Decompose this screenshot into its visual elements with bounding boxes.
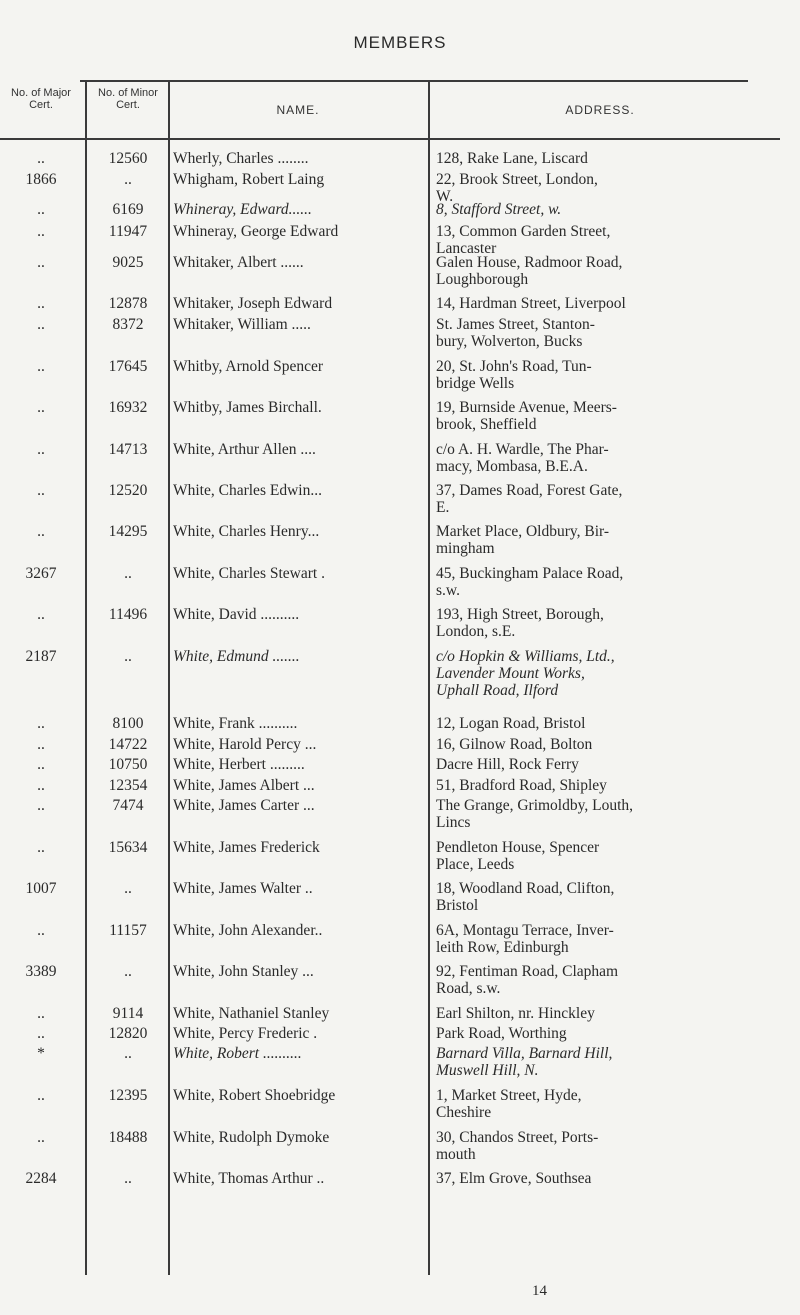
minor-cert-cell: ..: [124, 648, 132, 665]
member-name-cell: Whitaker, Albert ......: [173, 254, 304, 271]
address-cell: [436, 839, 766, 873]
member-name-cell: White, Frank ..........: [173, 715, 298, 732]
major-cert-cell: ..: [37, 482, 45, 499]
address-cell: [436, 295, 766, 312]
address-line: Pendleton House, Spencer: [436, 839, 600, 856]
major-cert-cell: ..: [37, 736, 45, 753]
address-line: St. James Street, Stanton-: [436, 316, 595, 333]
major-cert-cell: *: [37, 1045, 45, 1062]
member-name-cell: White, Thomas Arthur ..: [173, 1170, 325, 1187]
address-line: Earl Shilton, nr. Hinckley: [436, 1005, 595, 1022]
address-line: Loughborough: [436, 271, 529, 288]
address-cell: [436, 441, 766, 475]
address-line: London, s.E.: [436, 623, 516, 640]
major-cert-cell: ..: [37, 1005, 45, 1022]
address-cell: [436, 756, 766, 773]
address-cell: [436, 922, 766, 956]
address-cell: [436, 736, 766, 753]
member-name-cell: White, Robert ..........: [173, 1045, 302, 1062]
address-cell: [436, 648, 766, 699]
minor-cert-cell: 12354: [108, 777, 148, 794]
minor-cert-cell: 9025: [112, 254, 144, 271]
member-name-cell: Whitaker, William .....: [173, 316, 311, 333]
minor-cert-cell: 12878: [108, 295, 148, 312]
table-header-rule: [0, 138, 780, 140]
address-cell: [436, 1129, 766, 1163]
member-name-cell: White, Charles Stewart .: [173, 565, 325, 582]
member-name-cell: Whineray, George Edward: [173, 223, 339, 240]
major-cert-cell: ..: [37, 797, 45, 814]
address-line: 128, Rake Lane, Liscard: [436, 150, 588, 167]
minor-cert-cell: ..: [124, 565, 132, 582]
address-line: 18, Woodland Road, Clifton,: [436, 880, 615, 897]
major-cert-cell: 1866: [25, 171, 57, 188]
address-line: 51, Bradford Road, Shipley: [436, 777, 607, 794]
major-cert-cell: ..: [37, 441, 45, 458]
member-name-cell: White, Charles Henry...: [173, 523, 320, 540]
address-line: mouth: [436, 1146, 476, 1163]
member-name-cell: White, Rudolph Dymoke: [173, 1129, 330, 1146]
address-line: brook, Sheffield: [436, 416, 537, 433]
minor-cert-cell: 11947: [108, 223, 148, 240]
member-name-cell: Whitby, James Birchall.: [173, 399, 322, 416]
address-line: 20, St. John's Road, Tun-: [436, 358, 592, 375]
minor-cert-cell: 8372: [112, 316, 144, 333]
minor-cert-cell: 14722: [108, 736, 148, 753]
address-line: 6A, Montagu Terrace, Inver-: [436, 922, 614, 939]
address-cell: [436, 316, 766, 350]
minor-cert-cell: 14295: [108, 523, 148, 540]
minor-cert-cell: 10750: [108, 756, 148, 773]
major-cert-cell: ..: [37, 756, 45, 773]
minor-cert-cell: 12820: [108, 1025, 148, 1042]
minor-cert-cell: 8100: [112, 715, 144, 732]
member-name-cell: White, Percy Frederic .: [173, 1025, 318, 1042]
address-line: Lancaster: [436, 240, 497, 257]
address-cell: [436, 715, 766, 732]
address-line: mingham: [436, 540, 495, 557]
address-line: leith Row, Edinburgh: [436, 939, 569, 956]
address-cell: [436, 1005, 766, 1022]
minor-cert-cell: 16932: [108, 399, 148, 416]
member-name-cell: White, James Albert ...: [173, 777, 315, 794]
minor-cert-cell: 6169: [112, 201, 144, 218]
address-line: 12, Logan Road, Bristol: [436, 715, 586, 732]
major-cert-cell: 3389: [25, 963, 57, 980]
minor-cert-cell: ..: [124, 1045, 132, 1062]
address-line: 1, Market Street, Hyde,: [436, 1087, 582, 1104]
major-cert-cell: ..: [37, 316, 45, 333]
member-name-cell: White, Herbert .........: [173, 756, 305, 773]
address-cell: [436, 1170, 766, 1187]
major-cert-cell: ..: [37, 223, 45, 240]
member-name-cell: White, David ..........: [173, 606, 300, 623]
address-line: Park Road, Worthing: [436, 1025, 567, 1042]
address-line: Dacre Hill, Rock Ferry: [436, 756, 579, 773]
address-line: 19, Burnside Avenue, Meers-: [436, 399, 617, 416]
address-cell: [436, 254, 766, 288]
member-name-cell: Whineray, Edward......: [173, 201, 312, 218]
major-cert-cell: 1007: [25, 880, 57, 897]
address-line: bridge Wells: [436, 375, 515, 392]
address-line: 193, High Street, Borough,: [436, 606, 604, 623]
address-line: bury, Wolverton, Bucks: [436, 333, 583, 350]
major-cert-cell: 3267: [25, 565, 57, 582]
minor-cert-cell: ..: [124, 171, 132, 188]
member-name-cell: White, John Stanley ...: [173, 963, 314, 980]
address-cell: [436, 963, 766, 997]
address-line: 22, Brook Street, London,: [436, 171, 598, 188]
minor-cert-cell: 14713: [108, 441, 148, 458]
major-cert-cell: ..: [37, 777, 45, 794]
major-cert-cell: ..: [37, 523, 45, 540]
minor-cert-cell: 18488: [108, 1129, 148, 1146]
page-number: 14: [532, 1283, 547, 1299]
member-name-cell: Wherly, Charles ........: [173, 150, 309, 167]
member-name-cell: Whitaker, Joseph Edward: [173, 295, 333, 312]
major-cert-cell: 2187: [25, 648, 57, 665]
address-line: c/o Hopkin & Williams, Ltd.,: [436, 648, 615, 665]
address-line: 30, Chandos Street, Ports-: [436, 1129, 599, 1146]
address-cell: [436, 201, 766, 218]
address-cell: [436, 880, 766, 914]
address-line: E.: [436, 499, 450, 516]
major-cert-cell: ..: [37, 1129, 45, 1146]
address-line: 14, Hardman Street, Liverpool: [436, 295, 626, 312]
address-cell: [436, 523, 766, 557]
address-line: Cheshire: [436, 1104, 492, 1121]
address-cell: [436, 1045, 766, 1079]
address-cell: [436, 606, 766, 640]
header-minor-cert: No. of Minor Cert.: [98, 87, 158, 111]
column-rule-1: [85, 80, 87, 1275]
major-cert-cell: ..: [37, 606, 45, 623]
member-name-cell: Whitby, Arnold Spencer: [173, 358, 324, 375]
member-name-cell: White, Robert Shoebridge: [173, 1087, 336, 1104]
member-name-cell: White, Harold Percy ...: [173, 736, 317, 753]
minor-cert-cell: 17645: [108, 358, 148, 375]
address-line: Place, Leeds: [436, 856, 515, 873]
header-address: ADDRESS.: [565, 103, 635, 117]
column-rule-2: [168, 80, 170, 1275]
address-cell: [436, 777, 766, 794]
major-cert-cell: ..: [37, 1025, 45, 1042]
minor-cert-cell: 9114: [112, 1005, 144, 1022]
member-name-cell: White, James Carter ...: [173, 797, 315, 814]
address-line: The Grange, Grimoldby, Louth,: [436, 797, 634, 814]
member-name-cell: White, Charles Edwin...: [173, 482, 322, 499]
major-cert-cell: ..: [37, 399, 45, 416]
major-cert-cell: ..: [37, 1087, 45, 1104]
address-line: Lavender Mount Works,: [436, 665, 585, 682]
minor-cert-cell: ..: [124, 1170, 132, 1187]
address-line: s.w.: [436, 582, 460, 599]
address-line: Market Place, Oldbury, Bir-: [436, 523, 610, 540]
member-name-cell: White, Arthur Allen ....: [173, 441, 316, 458]
minor-cert-cell: ..: [124, 963, 132, 980]
address-line: Barnard Villa, Barnard Hill,: [436, 1045, 613, 1062]
address-line: 13, Common Garden Street,: [436, 223, 611, 240]
address-cell: [436, 1087, 766, 1121]
member-name-cell: White, Nathaniel Stanley: [173, 1005, 330, 1022]
major-cert-cell: ..: [37, 254, 45, 271]
address-line: 37, Dames Road, Forest Gate,: [436, 482, 623, 499]
table-top-rule: [80, 80, 748, 82]
address-line: Road, s.w.: [436, 980, 501, 997]
address-line: c/o A. H. Wardle, The Phar-: [436, 441, 609, 458]
address-cell: [436, 565, 766, 599]
page-heading: MEMBERS: [353, 33, 447, 52]
address-cell: [436, 482, 766, 516]
address-line: 37, Elm Grove, Southsea: [436, 1170, 592, 1187]
minor-cert-cell: 15634: [108, 839, 148, 856]
address-line: Galen House, Radmoor Road,: [436, 254, 623, 271]
address-cell: [436, 223, 766, 257]
minor-cert-cell: 11496: [108, 606, 148, 623]
minor-cert-cell: 11157: [109, 922, 147, 939]
address-line: macy, Mombasa, B.E.A.: [436, 458, 588, 475]
column-rule-3: [428, 80, 430, 1275]
address-cell: [436, 150, 766, 167]
address-line: Bristol: [436, 897, 479, 914]
address-cell: [436, 399, 766, 433]
header-major-cert: No. of Major Cert.: [11, 87, 71, 111]
address-line: W.: [436, 188, 454, 205]
major-cert-cell: ..: [37, 358, 45, 375]
major-cert-cell: ..: [37, 295, 45, 312]
address-line: 8, Stafford Street, w.: [436, 201, 562, 218]
member-name-cell: White, James Frederick: [173, 839, 320, 856]
address-cell: [436, 797, 766, 831]
address-line: Lincs: [436, 814, 471, 831]
major-cert-cell: ..: [37, 839, 45, 856]
minor-cert-cell: ..: [124, 880, 132, 897]
minor-cert-cell: 7474: [112, 797, 144, 814]
major-cert-cell: 2284: [25, 1170, 57, 1187]
address-line: 92, Fentiman Road, Clapham: [436, 963, 619, 980]
address-line: 16, Gilnow Road, Bolton: [436, 736, 593, 753]
address-line: Uphall Road, Ilford: [436, 682, 559, 699]
member-name-cell: Whigham, Robert Laing: [173, 171, 325, 188]
address-cell: [436, 358, 766, 392]
address-line: 45, Buckingham Palace Road,: [436, 565, 624, 582]
minor-cert-cell: 12395: [108, 1087, 148, 1104]
major-cert-cell: ..: [37, 715, 45, 732]
header-name: NAME.: [276, 103, 320, 117]
address-cell: [436, 171, 766, 205]
address-line: Muswell Hill, N.: [436, 1062, 539, 1079]
member-name-cell: White, James Walter ..: [173, 880, 313, 897]
major-cert-cell: ..: [37, 150, 45, 167]
minor-cert-cell: 12520: [108, 482, 148, 499]
major-cert-cell: ..: [37, 201, 45, 218]
member-name-cell: White, John Alexander..: [173, 922, 323, 939]
major-cert-cell: ..: [37, 922, 45, 939]
member-name-cell: White, Edmund .......: [173, 648, 300, 665]
minor-cert-cell: 12560: [108, 150, 148, 167]
address-cell: [436, 1025, 766, 1042]
